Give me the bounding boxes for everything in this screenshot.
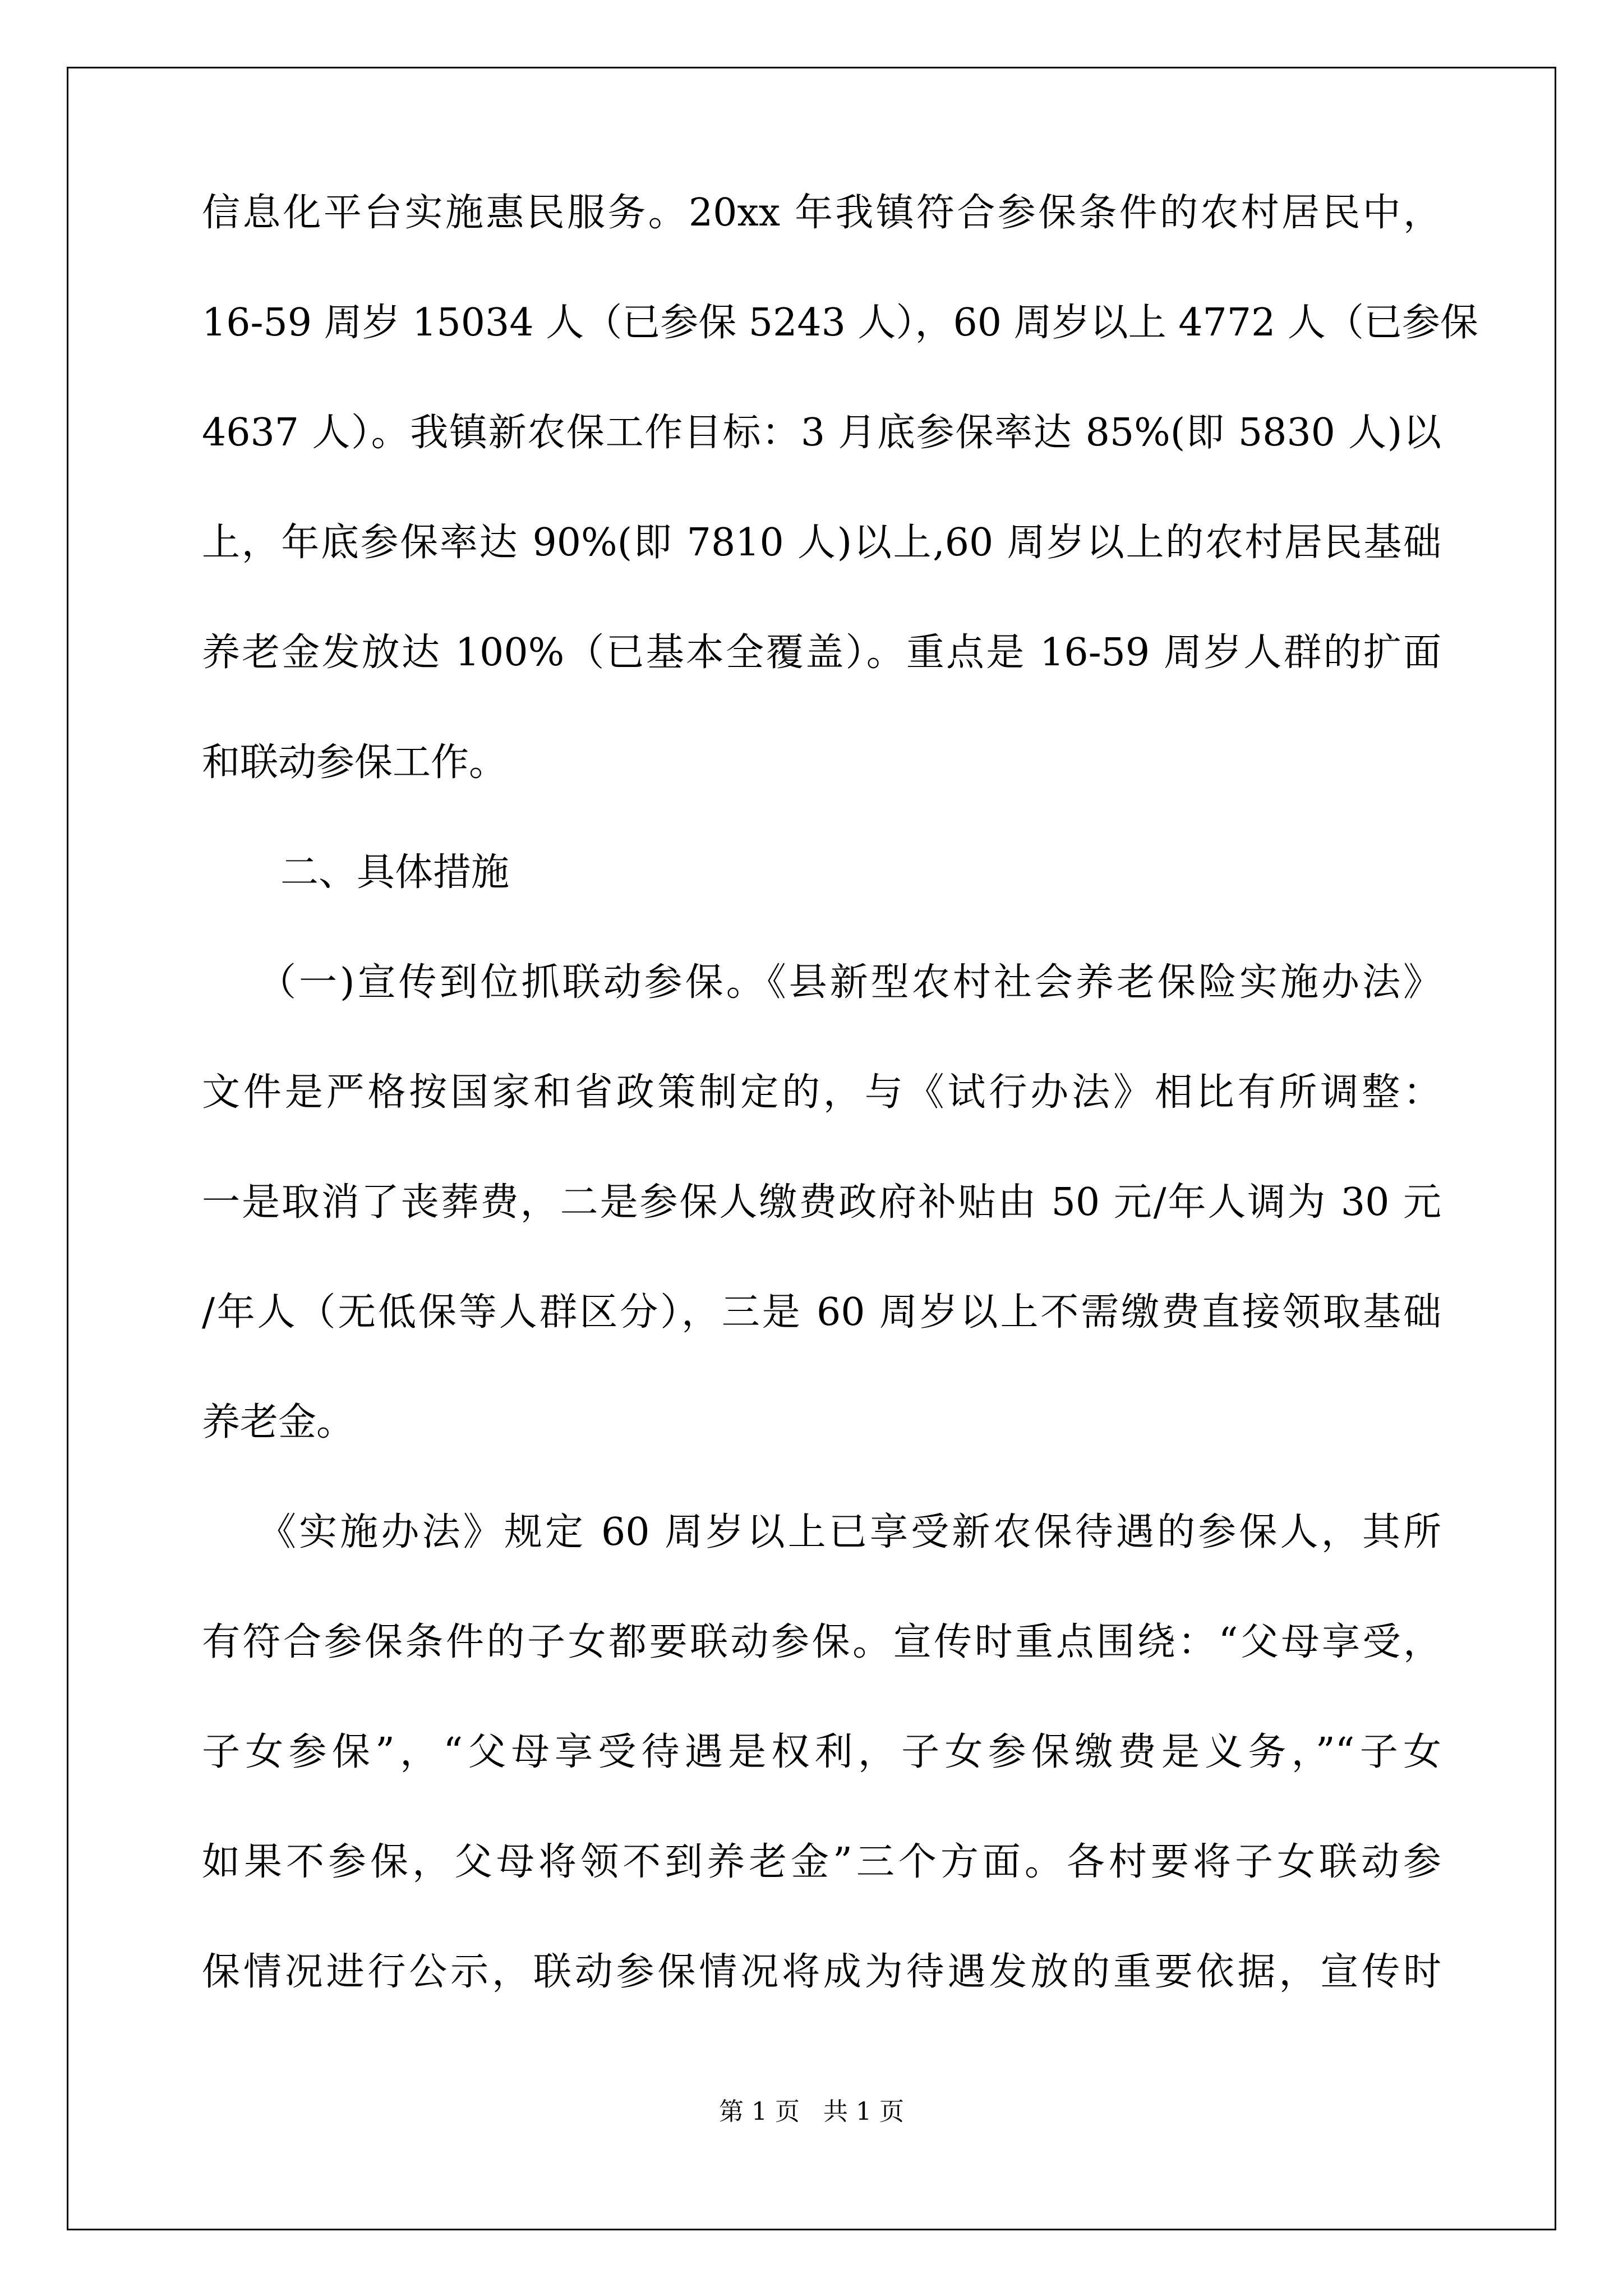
text-line: 信息化平台实施惠民服务。20xx 年我镇符合参保条件的农村居民中，: [202, 191, 1441, 235]
text-line: 一是取消了丧葬费，二是参保人缴费政府补贴由 50 元/年人调为 30 元: [202, 1180, 1441, 1225]
text-line: 上，年底参保率达 90%(即 7810 人)以上,60 周岁以上的农村居民基础: [202, 521, 1441, 565]
text-line: 如果不参保，父母将领不到养老金”三个方面。各村要将子女联动参: [202, 1840, 1441, 1884]
text-line: 保情况进行公示，联动参保情况将成为待遇发放的重要依据，宣传时: [202, 1950, 1441, 1994]
text-line: 文件是严格按国家和省政策制定的，与《试行办法》相比有所调整：: [202, 1070, 1441, 1115]
text-line: /年人（无低保等人群区分），三是 60 周岁以上不需缴费直接领取基础: [202, 1290, 1441, 1335]
text-line: 4637 人）。我镇新农保工作目标：3 月底参保率达 85%(即 5830 人)以: [202, 411, 1441, 455]
page-footer: 第 1 页 共 1 页: [719, 2097, 904, 2126]
page-border: [67, 67, 1556, 2230]
text-line: 16-59 周岁 15034 人（已参保 5243 人），60 周岁以上 4772 人（已参保: [202, 301, 1478, 345]
text-line: （一)宣传到位抓联动参保。《县新型农村社会养老保险实施办法》: [258, 960, 1441, 1005]
text-line: 子女参保”，“父母享受待遇是权利，子女参保缴费是义务，”“子女: [202, 1730, 1441, 1774]
text-line: 和联动参保工作。: [202, 740, 508, 785]
text-line: 有符合参保条件的子女都要联动参保。宣传时重点围绕：“父母享受，: [202, 1620, 1441, 1664]
text-line: 养老金发放达 100%（已基本全覆盖）。重点是 16-59 周岁人群的扩面: [202, 631, 1441, 675]
text-line: 养老金。: [202, 1400, 355, 1444]
text-line: 《实施办法》规定 60 周岁以上已享受新农保待遇的参保人，其所: [258, 1510, 1441, 1554]
section-heading: 二、具体措施: [280, 850, 510, 895]
